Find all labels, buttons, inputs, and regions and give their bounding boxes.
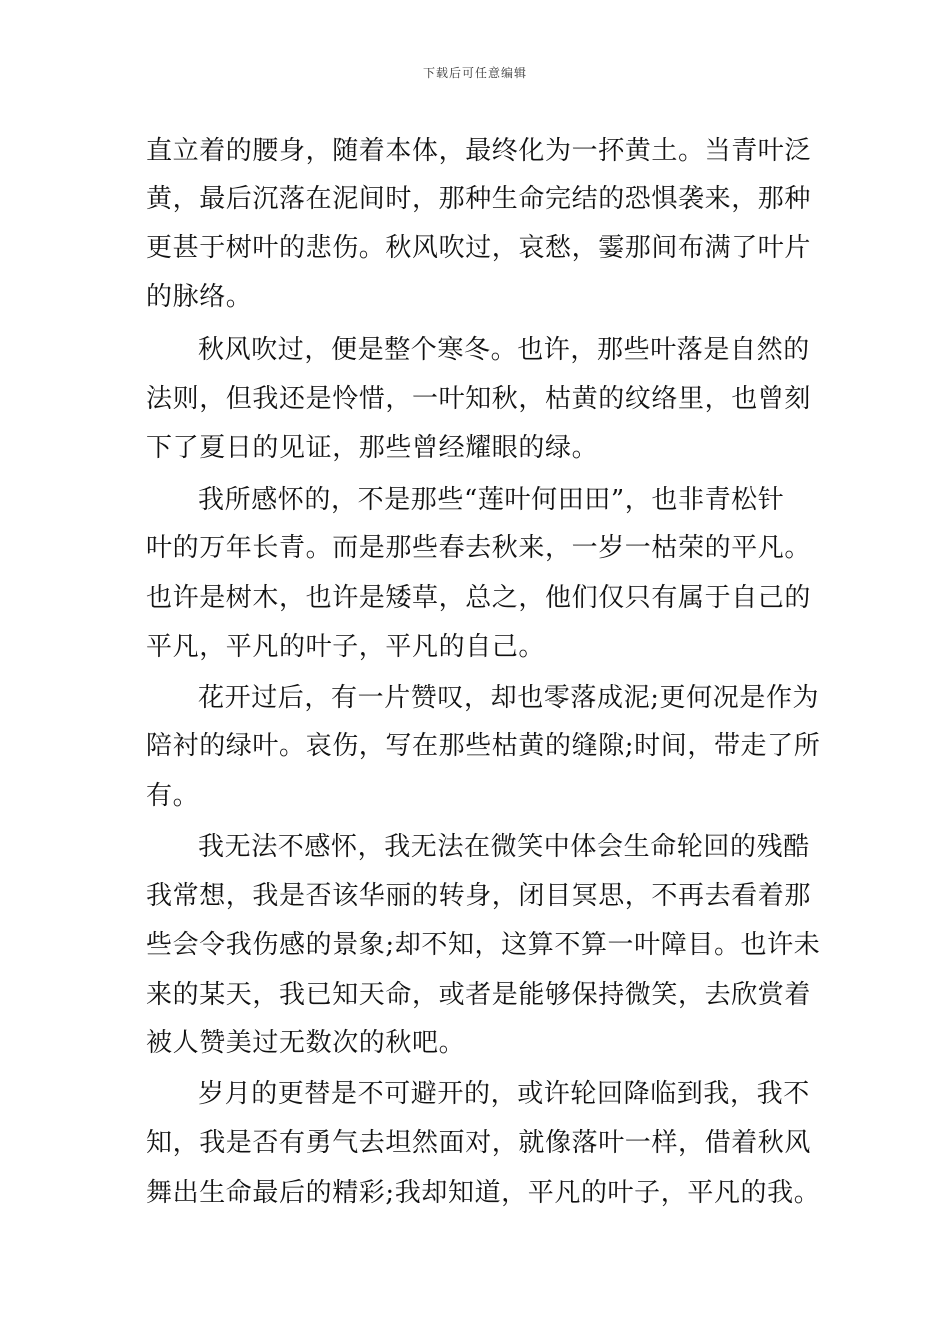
page-header: 下载后可任意编辑 bbox=[422, 66, 527, 80]
text-line: 岁月的更替是不可避开的，或许轮回降临到我，我不 bbox=[198, 1079, 810, 1109]
text-line: 秋风吹过，便是整个寒冬。也许，那些叶落是自然的 bbox=[198, 335, 810, 365]
text-line: 我无法不感怀，我无法在微笑中体会生命轮回的残酷 bbox=[198, 832, 810, 862]
text-line: 更甚于树叶的悲伤。秋风吹过，哀愁，霎那间布满了叶片 bbox=[146, 233, 812, 263]
text-line: 我常想，我是否该华丽的转身，闭目冥思，不再去看着那 bbox=[146, 881, 812, 911]
text-line: 花开过后，有一片赞叹，却也零落成泥;更何况是作为 bbox=[198, 683, 820, 713]
text-line: 陪衬的绿叶。哀伤，写在那些枯黄的缝隙;时间，带走了所 bbox=[146, 731, 821, 761]
text-line: 法则，但我还是怜惜，一叶知秋，枯黄的纹络里，也曾刻 bbox=[146, 384, 812, 414]
text-line: 我所感怀的，不是那些“莲叶何田田”，也非青松针 bbox=[198, 485, 785, 515]
text-line: 来的某天，我已知天命，或者是能够保持微笑，去欣赏着 bbox=[146, 980, 812, 1010]
text-line: 直立着的腰身，随着本体，最终化为一抔黄土。当青叶泛 bbox=[146, 136, 812, 166]
text-line: 些会令我伤感的景象;却不知，这算不算一叶障目。也许未 bbox=[146, 930, 821, 960]
text-line: 有。 bbox=[146, 781, 200, 811]
text-line: 平凡，平凡的叶子，平凡的自己。 bbox=[146, 632, 546, 662]
text-line: 被人赞美过无数次的秋吧。 bbox=[146, 1028, 466, 1058]
text-line: 舞出生命最后的精彩;我却知道，平凡的叶子，平凡的我。 bbox=[146, 1178, 821, 1208]
text-line: 知，我是否有勇气去坦然面对，就像落叶一样，借着秋风 bbox=[146, 1128, 812, 1158]
text-line: 黄，最后沉落在泥间时，那种生命完结的恐惧袭来，那种 bbox=[146, 184, 812, 214]
text-line: 叶的万年长青。而是那些春去秋来，一岁一枯荣的平凡。 bbox=[146, 533, 812, 563]
text-line: 下了夏日的见证，那些曾经耀眼的绿。 bbox=[146, 433, 599, 463]
text-line: 的脉络。 bbox=[146, 282, 253, 312]
text-line: 也许是树木，也许是矮草，总之，他们仅只有属于自己的 bbox=[146, 583, 812, 613]
